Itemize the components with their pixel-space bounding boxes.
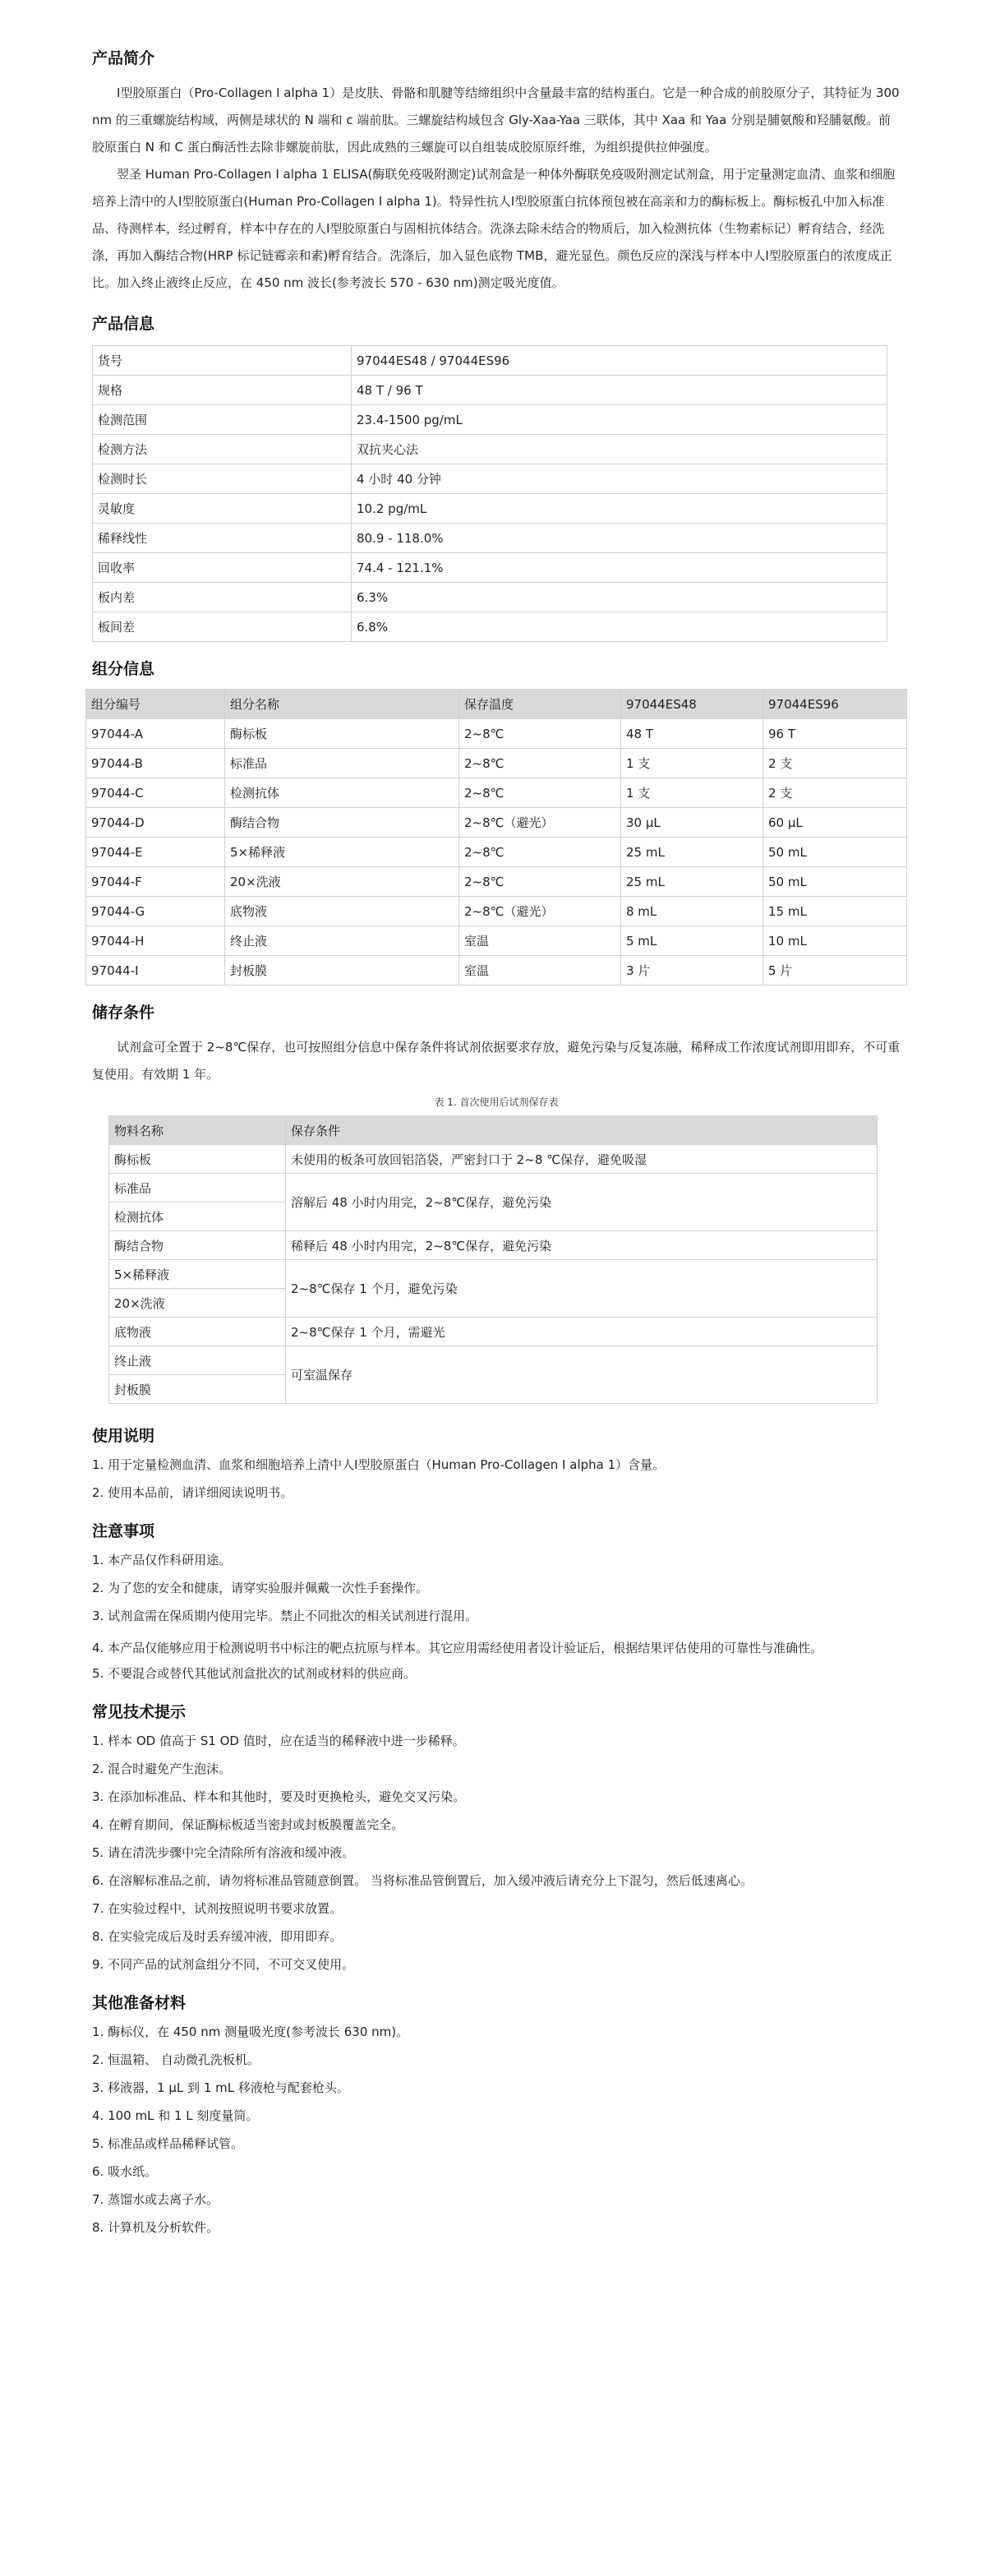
column-header: 组分编号	[86, 690, 225, 719]
table-cell: 97044-F	[86, 867, 225, 897]
table-cell: 60 μL	[763, 808, 907, 838]
material-name: 20×洗液	[109, 1289, 286, 1318]
list-item: 2. 使用本品前，请详细阅读说明书。	[92, 1485, 293, 1500]
info-key: 稀释线性	[93, 524, 352, 553]
table-cell: 8 mL	[621, 897, 763, 926]
intro-paragraph-2: 翌圣 Human Pro-Collagen I alpha 1 ELISA(酶联免疫吸附测定)试剂盒是一种体外酶联免疫吸附测定试剂盒，用于定量测定血清、血浆和细胞培养上清中的人Ⅰ型胶原蛋白(Human Pro-Collagen I alpha 1)。特异性抗人Ⅰ型胶原蛋白抗体预包被在高亲和力的酶标板上。酶标板孔中加入标准品、待测样本，经过孵育，样本中存在的人Ⅰ型胶原蛋白与固相抗体结合。洗涤去除未结合的物质后，加入检测抗体（生物素标记）孵育结合，经洗涤，再加入酶结合物(HRP 标记链霉亲和素)孵育结合。洗涤后，加入显色底物 TMB，避光显色。颜色反应的深浅与样本中人Ⅰ型胶原蛋白的浓度成正比。加入终止液终止反应，在 450 nm 波长(参考波长 570 - 630 nm)测定吸光度值。	[92, 167, 896, 290]
table-row	[109, 1231, 878, 1260]
table-cell: 2~8℃（避光）	[459, 808, 621, 838]
table-row	[109, 1346, 878, 1375]
table-row	[93, 524, 887, 553]
section-title-intro: 产品简介	[92, 49, 155, 67]
storage-condition: 未使用的板条可放回铝箔袋，严密封口于 2~8 ℃保存，避免吸湿	[286, 1145, 878, 1174]
material-name: 底物液	[109, 1318, 286, 1346]
storage-paragraph: 试剂盒可全置于 2~8℃保存，也可按照组分信息中保存条件将试剂依据要求存放，避免污染与反复冻融，稀释成工作浓度试剂即用即弃，不可重复使用。有效期 1 年。	[92, 1040, 901, 1082]
section-title-notes: 注意事项	[92, 1522, 155, 1540]
table-cell: 检测抗体	[225, 778, 459, 808]
list-item: 4. 100 mL 和 1 L 刻度量筒。	[92, 2108, 259, 2123]
list-item: 9. 不同产品的试剂盒组分不同，不可交叉使用。	[92, 1957, 355, 1972]
info-value: 4 小时 40 分钟	[352, 464, 887, 494]
table-row	[93, 464, 887, 494]
table-cell: 标准品	[225, 749, 459, 778]
section-title-usage: 使用说明	[92, 1427, 155, 1445]
table-cell: 2~8℃	[459, 867, 621, 897]
table-cell: 97044-I	[86, 956, 225, 986]
materials-list	[92, 2024, 901, 2236]
column-header: 物料名称	[109, 1116, 286, 1145]
column-header: 97044ES48	[621, 690, 763, 719]
list-item: 8. 计算机及分析软件。	[92, 2220, 219, 2235]
table-cell: 97044-G	[86, 897, 225, 926]
table-row	[86, 808, 907, 838]
table-cell: 97044-A	[86, 719, 225, 749]
table-row	[86, 926, 907, 956]
list-item: 6. 在溶解标准品之前，请勿将标准品管随意倒置。 当将标准品管倒置后，加入缓冲液后请充分上下混匀，然后低速离心。	[92, 1873, 753, 1888]
table-cell: 25 mL	[621, 867, 763, 897]
usage-list	[92, 1457, 901, 1501]
material-name: 标准品	[109, 1174, 286, 1203]
section-title-storage: 储存条件	[92, 1004, 155, 1022]
tips-list	[92, 1733, 901, 1973]
table-row	[109, 1318, 878, 1346]
table-cell: 2~8℃	[459, 719, 621, 749]
material-name: 终止液	[109, 1346, 286, 1375]
list-item: 4. 在孵育期间，保证酶标板适当密封或封板膜覆盖完全。	[92, 1817, 404, 1832]
info-value: 23.4-1500 pg/mL	[352, 405, 887, 435]
storage-condition: 2~8℃保存 1 个月，避免污染	[286, 1260, 878, 1318]
table-cell: 5 片	[763, 956, 907, 986]
table-cell: 96 T	[763, 719, 907, 749]
table-row	[109, 1260, 878, 1289]
list-item: 2. 恒温箱、 自动微孔洗板机。	[92, 2052, 260, 2067]
info-key: 检测方法	[93, 435, 352, 464]
material-name: 封板膜	[109, 1375, 286, 1404]
table-row	[93, 435, 887, 464]
info-value: 97044ES48 / 97044ES96	[352, 346, 887, 376]
table-row	[86, 749, 907, 778]
list-item: 3. 试剂盒需在保质期内使用完毕。禁止不同批次的相关试剂进行混用。	[92, 1609, 478, 1623]
list-item: 1. 样本 OD 值高于 S1 OD 值时，应在适当的稀释液中进一步稀释。	[92, 1733, 465, 1748]
table-cell: 5 mL	[621, 926, 763, 956]
list-item: 7. 蒸馏水或去离子水。	[92, 2192, 219, 2207]
list-item: 3. 在添加标准品、样本和其他时，要及时更换枪头，避免交叉污染。	[92, 1789, 466, 1804]
table-header-row	[86, 690, 907, 719]
storage-condition: 2~8℃保存 1 个月，需避光	[286, 1318, 878, 1346]
table-cell: 2~8℃	[459, 838, 621, 867]
table-cell: 2~8℃	[459, 749, 621, 778]
intro-paragraph-1: Ⅰ型胶原蛋白（Pro-Collagen I alpha 1）是皮肤、骨骼和肌腱等结缔组织中含量最丰富的结构蛋白。它是一种合成的前胶原分子，其特征为 300 nm 的三重螺旋结构域，两侧是球状的 N 端和 c 端前肽。三螺旋结构域包含 Gly-Xaa-Yaa 三联体，其中 Xaa 和 Yaa 分别是脯氨酸和羟脯氨酸。前胶原蛋白 N 和 C 蛋白酶活性去除非螺旋前肽，因此成熟的三螺旋可以自组装成胶原原纤维，为组织提供拉伸强度。	[92, 85, 900, 155]
info-key: 灵敏度	[93, 494, 352, 524]
column-header: 组分名称	[225, 690, 459, 719]
section-title-tips: 常见技术提示	[92, 1703, 187, 1721]
table-cell: 25 mL	[621, 838, 763, 867]
list-item: 1. 本产品仅作科研用途。	[92, 1553, 232, 1567]
table-cell: 20×洗液	[225, 867, 459, 897]
info-value: 6.8%	[352, 612, 887, 642]
table-cell: 50 mL	[763, 838, 907, 867]
table-row	[93, 346, 887, 376]
material-name: 酶结合物	[109, 1231, 286, 1260]
storage-condition: 稀释后 48 小时内用完，2~8℃保存，避免污染	[286, 1231, 878, 1260]
notes-list	[92, 1553, 901, 1682]
list-item: 1. 酶标仪，在 450 nm 测量吸光度(参考波长 630 nm)。	[92, 2024, 409, 2039]
table-row	[93, 376, 887, 405]
components-table	[85, 689, 907, 986]
table-row	[86, 956, 907, 986]
table-row	[93, 612, 887, 642]
list-item: 5. 标准品或样品稀释试管。	[92, 2136, 244, 2151]
material-name: 检测抗体	[109, 1203, 286, 1231]
column-header: 97044ES96	[763, 690, 907, 719]
material-name: 酶标板	[109, 1145, 286, 1174]
info-key: 板间差	[93, 612, 352, 642]
table-cell: 97044-B	[86, 749, 225, 778]
storage-condition: 可室温保存	[286, 1346, 878, 1404]
list-item: 6. 吸水纸。	[92, 2164, 158, 2179]
table-cell: 15 mL	[763, 897, 907, 926]
list-item: 3. 移液器，1 μL 到 1 mL 移液枪与配套枪头。	[92, 2080, 349, 2095]
table-cell: 30 μL	[621, 808, 763, 838]
list-item: 8. 在实验完成后及时丢弃缓冲液，即用即弃。	[92, 1929, 343, 1944]
list-item: 2. 混合时避免产生泡沫。	[92, 1761, 232, 1776]
table-cell: 10 mL	[763, 926, 907, 956]
list-item: 5. 不要混合或替代其他试剂盒批次的试剂或材料的供应商。	[92, 1666, 417, 1681]
table-cell: 1 支	[621, 749, 763, 778]
table-cell: 2~8℃（避光）	[459, 897, 621, 926]
list-item: 1. 用于定量检测血清、血浆和细胞培养上清中人Ⅰ型胶原蛋白（Human Pro-Collagen I alpha 1）含量。	[92, 1457, 666, 1472]
info-value: 双抗夹心法	[352, 435, 887, 464]
list-item: 7. 在实验过程中，试剂按照说明书要求放置。	[92, 1901, 343, 1916]
table-row	[86, 719, 907, 749]
info-value: 10.2 pg/mL	[352, 494, 887, 524]
table-row	[86, 778, 907, 808]
table-row	[93, 583, 887, 612]
table-row	[109, 1174, 878, 1203]
table-cell: 97044-H	[86, 926, 225, 956]
table-row	[86, 897, 907, 926]
table-cell: 48 T	[621, 719, 763, 749]
storage-condition: 溶解后 48 小时内用完，2~8℃保存，避免污染	[286, 1174, 878, 1231]
table-row	[93, 405, 887, 435]
table-cell: 5×稀释液	[225, 838, 459, 867]
column-header: 保存温度	[459, 690, 621, 719]
table-cell: 室温	[459, 956, 621, 986]
table-row	[93, 553, 887, 583]
info-key: 检测时长	[93, 464, 352, 494]
material-name: 5×稀释液	[109, 1260, 286, 1289]
list-item: 4. 本产品仅能够应用于检测说明书中标注的靶点抗原与样本。其它应用需经使用者设计验证后，根据结果评估使用的可靠性与准确性。	[92, 1641, 823, 1655]
list-item: 5. 请在清洗步骤中完全清除所有溶液和缓冲液。	[92, 1845, 355, 1860]
table-cell: 终止液	[225, 926, 459, 956]
table-cell: 底物液	[225, 897, 459, 926]
info-value: 6.3%	[352, 583, 887, 612]
table-cell: 3 片	[621, 956, 763, 986]
section-title-product-info: 产品信息	[92, 315, 155, 333]
info-value: 80.9 - 118.0%	[352, 524, 887, 553]
table-cell: 2~8℃	[459, 778, 621, 808]
info-key: 板内差	[93, 583, 352, 612]
column-header: 保存条件	[286, 1116, 878, 1145]
info-key: 货号	[93, 346, 352, 376]
section-title-materials: 其他准备材料	[92, 1994, 187, 2012]
table-cell: 1 支	[621, 778, 763, 808]
info-key: 检测范围	[93, 405, 352, 435]
info-value: 48 T / 96 T	[352, 376, 887, 405]
table-cell: 97044-D	[86, 808, 225, 838]
table-row	[86, 867, 907, 897]
storage-table	[108, 1115, 878, 1404]
section-title-components: 组分信息	[92, 660, 155, 678]
table-cell: 97044-C	[86, 778, 225, 808]
info-key: 规格	[93, 376, 352, 405]
table-cell: 2 支	[763, 778, 907, 808]
table-row	[86, 838, 907, 867]
table-cell: 酶结合物	[225, 808, 459, 838]
table-cell: 50 mL	[763, 867, 907, 897]
table-row	[93, 494, 887, 524]
table-cell: 封板膜	[225, 956, 459, 986]
info-value: 74.4 - 121.1%	[352, 553, 887, 583]
table-cell: 2 支	[763, 749, 907, 778]
table-cell: 酶标板	[225, 719, 459, 749]
product-info-table	[92, 345, 887, 642]
table-cell: 97044-E	[86, 838, 225, 867]
info-key: 回收率	[93, 553, 352, 583]
list-item: 2. 为了您的安全和健康，请穿实验服并佩戴一次性手套操作。	[92, 1581, 429, 1595]
table-row	[109, 1145, 878, 1174]
storage-table-caption: 表 1. 首次使用后试剂保存表	[434, 1096, 559, 1108]
table-cell: 室温	[459, 926, 621, 956]
table-header-row	[109, 1116, 878, 1145]
